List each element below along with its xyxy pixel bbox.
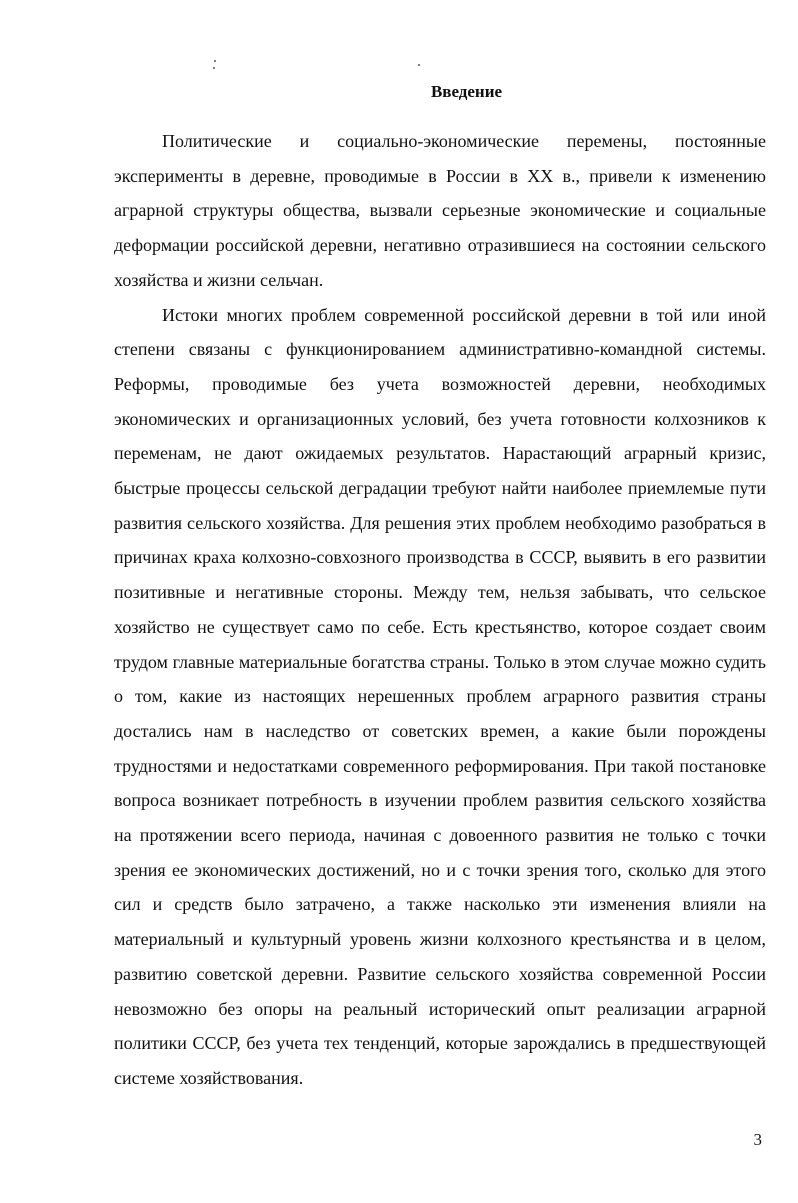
body-text: [114, 124, 766, 1096]
section-heading: Введение: [430, 82, 503, 101]
page-number: 3: [753, 1130, 762, 1149]
scan-speck: [213, 67, 215, 69]
paragraph-1: Политические и социально-экономические перемены, постоянные эксперименты в деревне, проводимые в России в XX в., привели к изменению аграрной структуры общества, вызвали серьезные экономические и социальные деформации российской деревни, негативно отразившиеся на состоянии сельского хозяйства и жизни сельчан.: [114, 131, 766, 290]
scan-speck: [214, 60, 216, 62]
paragraph-2: Истоки многих проблем современной российской деревни в той или иной степени связаны с функционированием административно-командной системы. Реформы, проводимые без учета возможностей деревни, необходимых экономических и организационных условий, без учета готовности колхозников к переменам, не дают ожидаемых результатов. Нарастающий аграрный кризис, быстрые процессы сельской деградации требуют найти наиболее приемлемые пути развития сельского хозяйства. Для решения этих проблем необходимо разобраться в причинах краха колхозно-совхозного производства в СССР, выявить в его развитии позитивные и негативные стороны. Между тем, нельзя забывать, что сельское хозяйство не существует само по себе. Есть крестьянство, которое создает своим трудом главные материальные богатства страны. Только в этом случае можно судить о том, какие из настоящих нерешенных проблем аграрного развития страны достались нам в наследство от советских времен, а какие были порождены трудностями и недостатками современного реформирования. При такой постановке вопроса возникает потребность в изучении проблем развития сельского хозяйства на протяжении всего периода, начиная с довоенного развития не только с точки зрения ее экономических достижений, но и с точки зрения того, сколько для этого сил и средств было затрачено, а также насколько эти изменения влияли на материальный и культурный уровень жизни колхозного крестьянства и в целом, развитию советской деревни. Развитие сельского хозяйства современной России невозможно без опоры на реальный исторический опыт реализации аграрной политики СССР, без учета тех тенденций, которые зарождались в предшествующей системе хозяйствования.: [114, 304, 766, 1088]
scan-speck: [418, 64, 420, 66]
